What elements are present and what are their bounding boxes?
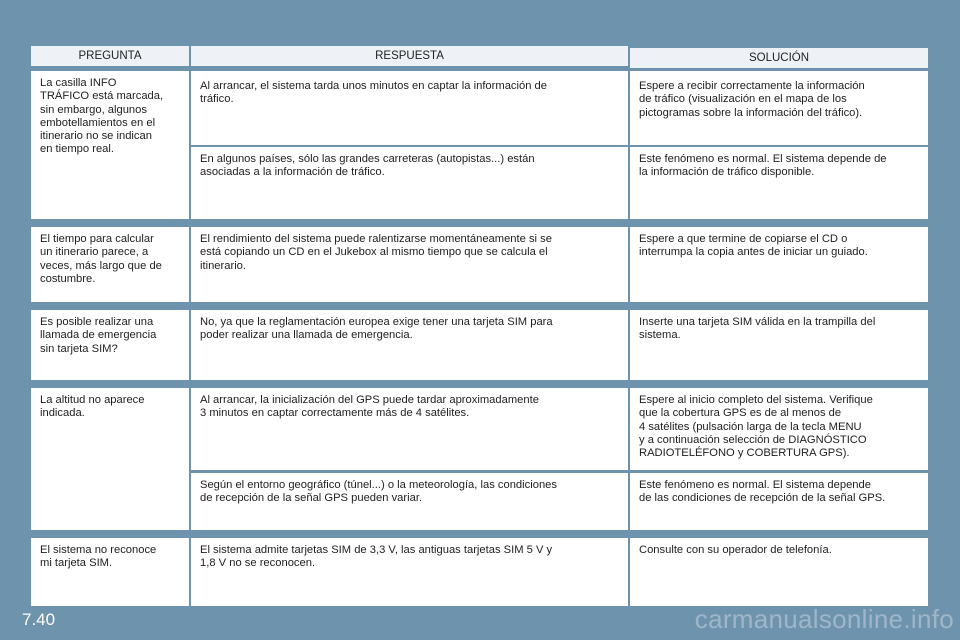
header-solucion: SOLUCIÓN (630, 48, 928, 68)
response-cell: Al arrancar, el sistema tarda unos minutos en captar la información de tráfico. (191, 71, 628, 145)
question-cell: El tiempo para calcular un itinerario parece, a veces, más largo que de costumbre. (31, 227, 189, 302)
response-cell: No, ya que la reglamentación europea exige tener una tarjeta SIM para poder realizar una llamada de emergencia. (191, 310, 628, 380)
header-pregunta: PREGUNTA (31, 46, 189, 66)
solution-cell: Este fenómeno es normal. El sistema depende de las condiciones de recepción de la señal GPS. (630, 473, 928, 530)
response-cell: El sistema admite tarjetas SIM de 3,3 V, las antiguas tarjetas SIM 5 V y 1,8 V no se reconocen. (191, 538, 628, 606)
question-cell: La altitud no aparece indicada. (31, 388, 189, 530)
response-cell: Al arrancar, la inicialización del GPS puede tardar aproximadamente 3 minutos en captar correctamente más de 4 satélites. (191, 388, 628, 470)
watermark: carmanualsonline.info (694, 604, 954, 634)
solution-cell: Este fenómeno es normal. El sistema depende de la información de tráfico disponible. (630, 147, 928, 219)
solution-cell: Espere a recibir correctamente la información de tráfico (visualización en el mapa de los pictogramas sobre la información del tráfico). (630, 71, 928, 145)
solution-cell: Espere a que termine de copiarse el CD o interrumpa la copia antes de iniciar un guiado. (630, 227, 928, 302)
response-cell: Según el entorno geográfico (túnel...) o la meteorología, las condiciones de recepción de la señal GPS pueden variar. (191, 473, 628, 530)
page-number: 7.40 (22, 610, 56, 629)
solution-cell: Espere al inicio completo del sistema. Verifique que la cobertura GPS es de al menos de 4 satélites (pulsación larga de la tecla MENU y a continuación selección de DIAGNÓSTICO RADIOTELÉFONO y COBERTURA GPS). (630, 388, 928, 470)
response-cell: El rendimiento del sistema puede ralentizarse momentáneamente si se está copiando un CD en el Jukebox al mismo tiempo que se calcula el itinerario. (191, 227, 628, 302)
question-cell: La casilla INFO TRÁFICO está marcada, sin embargo, algunos embotellamientos en el itinerario no se indican en tiempo real. (31, 71, 189, 219)
response-cell: En algunos países, sólo las grandes carreteras (autopistas...) están asociadas a la información de tráfico. (191, 147, 628, 219)
question-cell: Es posible realizar una llamada de emergencia sin tarjeta SIM? (31, 310, 189, 380)
header-respuesta: RESPUESTA (191, 46, 628, 66)
solution-cell: Consulte con su operador de telefonía. (630, 538, 928, 606)
question-cell: El sistema no reconoce mi tarjeta SIM. (31, 538, 189, 606)
solution-cell: Inserte una tarjeta SIM válida en la trampilla del sistema. (630, 310, 928, 380)
